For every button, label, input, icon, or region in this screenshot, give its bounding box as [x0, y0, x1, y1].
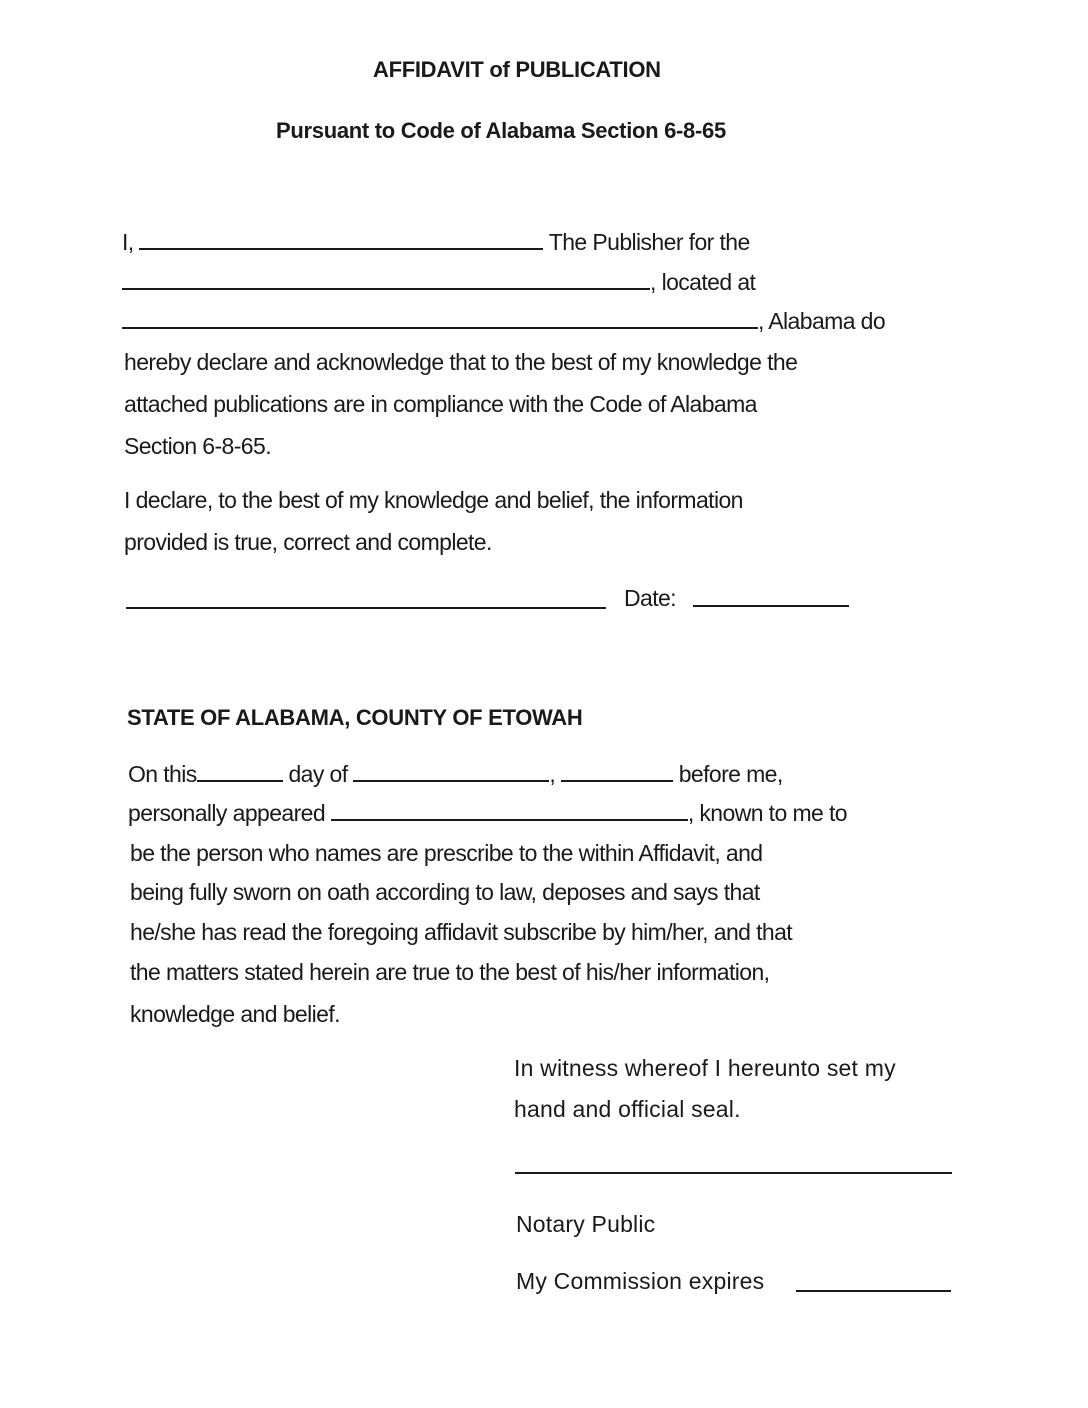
notary-signature-line[interactable]: [515, 1172, 952, 1174]
commission-expires-label: My Commission expires: [516, 1268, 765, 1294]
day-field[interactable]: [197, 760, 283, 782]
date-label: Date:: [624, 585, 676, 611]
location-field[interactable]: [122, 307, 758, 329]
commission-expires-field[interactable]: [796, 1290, 951, 1292]
witness-line: hand and official seal.: [514, 1096, 741, 1122]
witness-line: In witness whereof I hereunto set my: [514, 1055, 896, 1081]
notary-body-line: he/she has read the foregoing affidavit subscribe by him/her, and that: [130, 919, 793, 945]
month-field[interactable]: [353, 760, 549, 782]
publisher-line-1: [122, 228, 750, 256]
located-at-text: , located at: [650, 269, 756, 295]
newspaper-name-field[interactable]: [122, 268, 650, 290]
notary-body-line: knowledge and belief.: [130, 1001, 340, 1027]
personally-appeared-text: personally appeared: [128, 800, 326, 826]
alabama-do-text: , Alabama do: [758, 308, 886, 334]
appeared-person-field[interactable]: [331, 799, 688, 821]
document-title: AFFIDAVIT of PUBLICATION: [373, 57, 661, 82]
notary-line-1: [128, 760, 783, 788]
publisher-for-text: The Publisher for the: [548, 229, 750, 255]
notary-public-label: Notary Public: [516, 1211, 656, 1237]
prefix-text: I,: [122, 229, 134, 255]
notary-body-line: being fully sworn on oath according to law, deposes and says that: [130, 879, 760, 905]
document-subtitle: Pursuant to Code of Alabama Section 6-8-65: [276, 118, 726, 143]
notary-body-line: the matters stated herein are true to the best of his/her information,: [130, 959, 770, 985]
day-of-text: day of: [288, 761, 348, 787]
declaration-line: hereby declare and acknowledge that to the best of my knowledge the: [124, 349, 798, 375]
belief-line: provided is true, correct and complete.: [124, 529, 492, 555]
year-field[interactable]: [561, 760, 673, 782]
publisher-name-field[interactable]: [139, 228, 543, 250]
state-county-heading: STATE OF ALABAMA, COUNTY OF ETOWAH: [127, 705, 583, 730]
belief-line: I declare, to the best of my knowledge and belief, the information: [124, 487, 743, 513]
on-this-text: On this: [128, 761, 197, 787]
declaration-line: Section 6-8-65.: [124, 433, 271, 459]
before-me-text: before me,: [678, 761, 783, 787]
notary-line-2: [128, 799, 847, 827]
publisher-signature-line[interactable]: [126, 607, 606, 609]
notary-body-line: be the person who names are prescribe to the within Affidavit, and: [130, 840, 763, 866]
known-to-me-text: , known to me to: [687, 800, 847, 826]
comma-text: ,: [549, 761, 556, 787]
publisher-line-2: [122, 268, 755, 296]
publisher-line-3: [122, 307, 885, 335]
date-field[interactable]: [693, 605, 849, 607]
declaration-line: attached publications are in compliance with the Code of Alabama: [124, 391, 757, 417]
